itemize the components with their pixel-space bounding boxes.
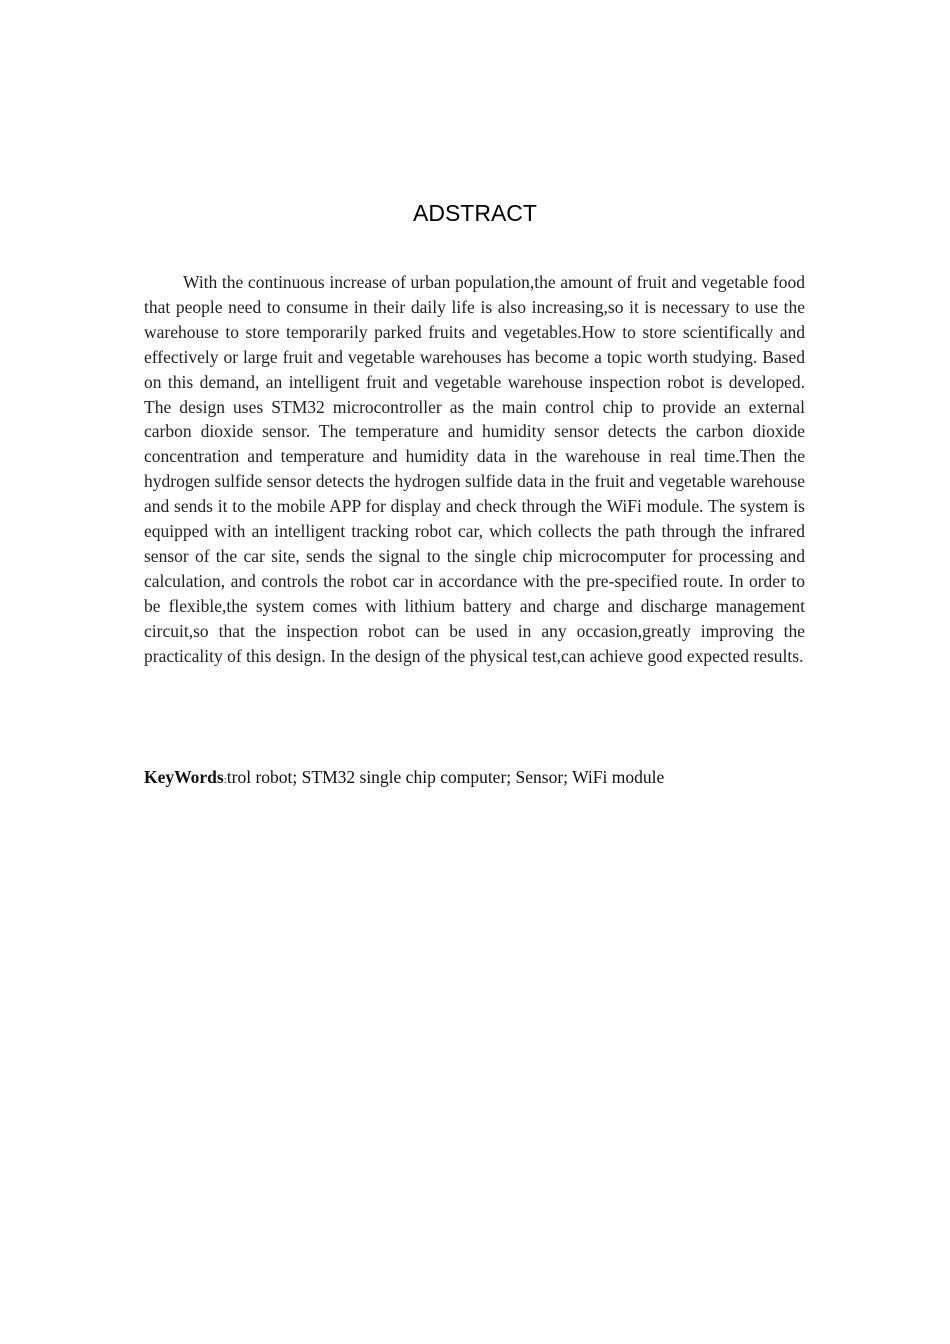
keywords-text: trol robot; STM32 single chip computer; Sensor; WiFi module — [226, 767, 665, 787]
abstract-paragraph: With the continuous increase of urban population,the amount of fruit and vegetable food that people need to consume in their daily life is also increasing,so it is necessary to use the warehouse to store temporarily parked fruits and vegetables.How to store scientifically and effectively or large fruit and vegetable warehouses has become a topic worth studying. Based on this demand, an intelligent fruit and vegetable warehouse inspection robot is developed. The design uses STM32 microcontroller as the main control chip to provide an external carbon dioxide sensor. The temperature and humidity sensor detects the carbon dioxide concentration and temperature and humidity data in the warehouse in real time.Then the hydrogen sulfide sensor detects the hydrogen sulfide data in the fruit and vegetable warehouse and sends it to the mobile APP for display and check through the WiFi module. The system is equipped with an intelligent tracking robot car, which collects the path through the infrared sensor of the car site, sends the signal to the single chip microcomputer for processing and calculation, and controls the robot car in accordance with the pre-specified route. In order to be flexible,the system comes with lithium battery and charge and discharge management circuit,so that the inspection robot can be used in any occasion,greatly improving the practicality of this design. In the design of the physical test,can achieve good expected results. — [144, 272, 805, 666]
keywords-line — [144, 765, 844, 792]
keywords-label: KeyWords — [144, 767, 224, 787]
abstract-title: ADSTRACT — [413, 200, 537, 226]
keywords-separator: : — [223, 774, 227, 786]
